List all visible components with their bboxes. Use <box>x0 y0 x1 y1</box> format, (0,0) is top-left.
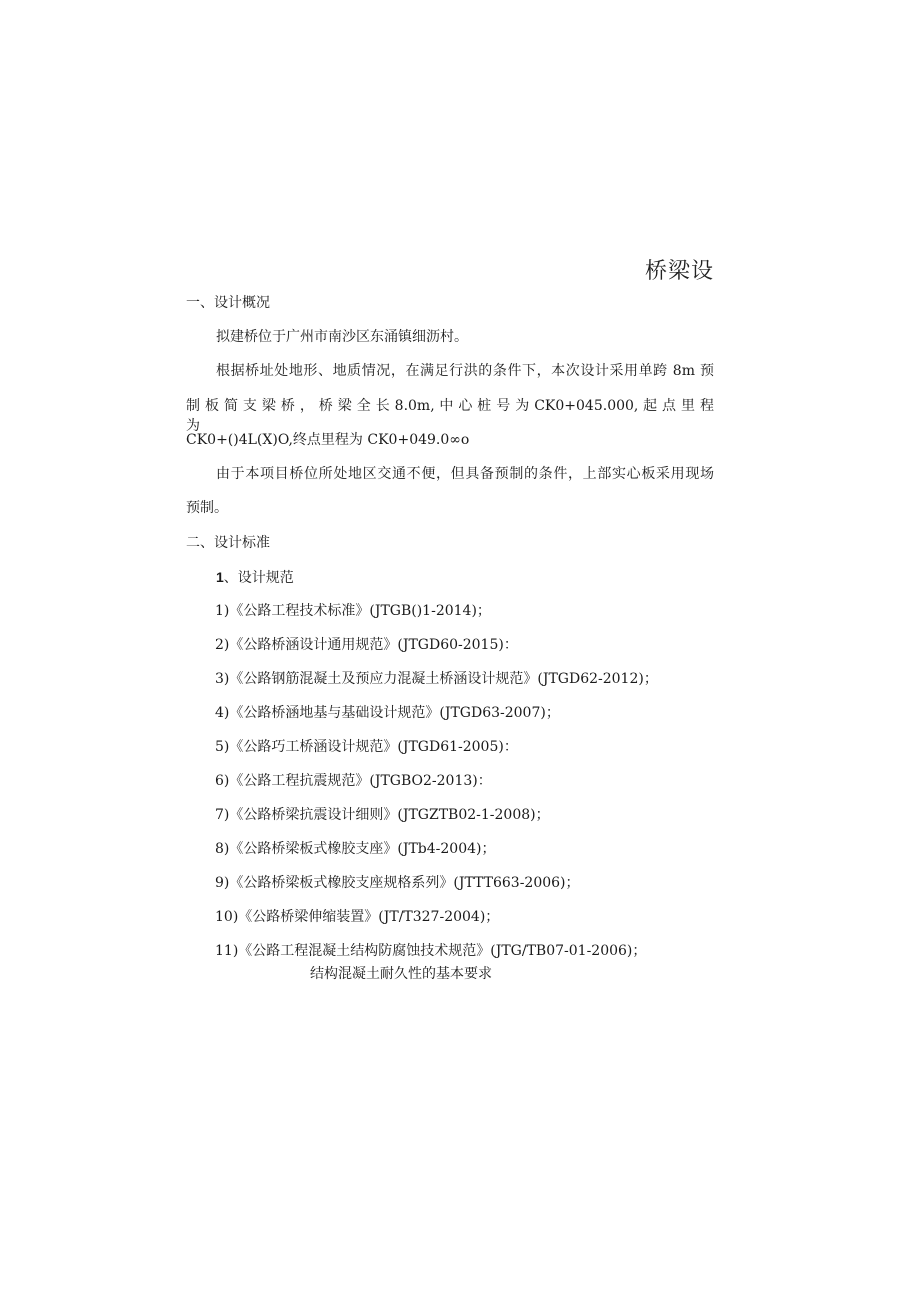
reference-item: 11)《公路工程混凝土结构防腐蚀技术规范》(JTG/TB07-01-2006)； <box>215 943 647 959</box>
reference-item: 7)《公路桥梁抗震设计细则》(JTGZTB02-1-2008)； <box>215 807 550 823</box>
paragraph-location: 拟建桥位于广州市南沙区东涌镇细沥村。 <box>216 329 468 345</box>
section-heading-standards: 二、设计标准 <box>186 535 270 551</box>
subheading-number: 1 <box>216 569 224 585</box>
reference-item: 5)《公路巧工桥涵设计规范》(JTGD61-2005)： <box>215 739 518 755</box>
paragraph-precast-line-1: 由于本项目桥位所处地区交通不便，但具备预制的条件，上部实心板采用现场 <box>216 466 714 482</box>
table-caption: 结构混凝土耐久性的基本要求 <box>310 966 492 982</box>
page-title: 桥梁设 <box>644 259 714 284</box>
reference-item: 4)《公路桥涵地基与基础设计规范》(JTGD63-2007)； <box>215 705 560 721</box>
reference-item: 1)《公路工程技术标准》(JTGB()1-2014)； <box>215 603 491 619</box>
reference-item: 8)《公路桥梁板式橡胶支座》(JTb4-2004)； <box>215 841 496 857</box>
reference-item: 3)《公路钢筋混凝土及预应力混凝土桥涵设计规范》(JTGD62-2012)； <box>215 671 658 687</box>
reference-item: 2)《公路桥涵设计通用规范》(JTGD60-2015)： <box>215 637 518 653</box>
paragraph-precast-line-2: 预制。 <box>186 500 228 516</box>
subheading-design-codes <box>216 567 294 588</box>
section-heading-overview: 一、设计概况 <box>186 295 270 311</box>
reference-item: 10)《公路桥梁伸缩装置》(JT/T327-2004)； <box>215 909 500 925</box>
paragraph-design-line-1: 根据桥址处地形、地质情况，在满足行洪的条件下，本次设计采用单跨 8m 预 <box>216 363 714 379</box>
paragraph-design-line-3: CK0+()4L(X)O,终点里程为 CK0+049.0∞o <box>186 432 470 448</box>
reference-item: 9)《公路桥梁板式橡胶支座规格系列》(JTTT663-2006)； <box>215 875 580 891</box>
subheading-label: 、设计规范 <box>223 570 294 586</box>
reference-item: 6)《公路工程抗震规范》(JTGBO2-2013)： <box>215 773 492 789</box>
paragraph-design-line-2: 制 板 简 支 梁 桥 ， 桥 梁 全 长 8.0m, 中 心 桩 号 为 CK0+045.000, 起 点 里 程 为 <box>186 398 714 434</box>
